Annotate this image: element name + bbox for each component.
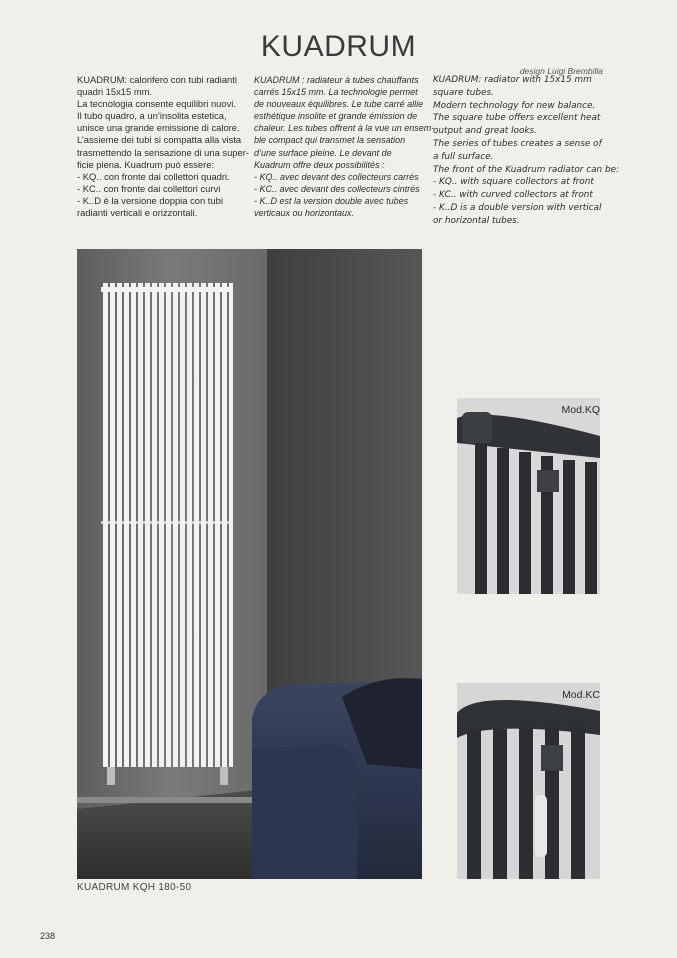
text-fr-line: - KQ.. avec devant des collecteurs carrés — [254, 171, 419, 182]
text-fr-line: - K..D est la version double avec tubes — [254, 195, 409, 206]
french-description — [254, 74, 435, 219]
text-fr-line: ble compact qui transmet la sensation — [254, 135, 406, 146]
text-fr-line: d’une surface pleine. Le devant de — [254, 147, 392, 158]
text-fr-line: Kuadrum offre deux possibilités : — [254, 159, 385, 170]
text-en-line: square tubes. — [433, 87, 494, 98]
detail-kq-label: Mod.KQ — [561, 404, 600, 416]
text-it-line: KUADRUM: calorifero con tubi radianti — [77, 74, 237, 85]
text-it-line: unisce una grande emissione di calore. — [77, 122, 240, 134]
page-number: 238 — [40, 931, 56, 941]
italian-description — [77, 74, 249, 219]
designer-credit: design Luigi Brembilla — [519, 66, 603, 76]
text-fr-line: esthétique insolite et grande émission de — [254, 111, 418, 122]
main-product-photo — [77, 249, 422, 879]
text-en-line: The series of tubes creates a sense of — [433, 138, 602, 149]
text-it-line: trasmettendo la sensazione di una super- — [77, 146, 249, 158]
text-en-line: a full surface. — [433, 151, 494, 162]
main-photo-caption: KUADRUM KQH 180-50 — [77, 882, 192, 893]
text-en-line: - KQ.. with square collectors at front — [433, 177, 594, 188]
text-it-line: radianti verticali e orizzontali. — [77, 207, 198, 219]
text-en-line: The square tube offers excellent heat — [433, 113, 601, 124]
text-fr-line: carrés 15x15 mm. La technologie permet — [254, 87, 418, 98]
text-en-line: - K..D is a double version with vertical — [433, 202, 602, 213]
detail-kc-label: Mod.KC — [562, 689, 600, 701]
text-fr-line: chaleur. Les tubes offrent à la vue un ensem- — [254, 123, 435, 134]
english-description — [433, 74, 620, 228]
text-en-line: output and great looks. — [433, 126, 538, 137]
text-fr-line: - KC.. avec devant des collecteurs cintrés — [254, 183, 420, 194]
text-en-line: The front of the Kuadrum radiator can be: — [433, 164, 620, 175]
sofa-illustration — [252, 678, 422, 879]
text-it-line: - K..D è la versione doppia con tubi — [77, 194, 223, 206]
text-it-line: La tecnologia consente equilibri nuovi. — [77, 98, 236, 110]
text-fr-line: KUADRUM : radiateur à tubes chauffants — [254, 75, 419, 85]
page-title: KUADRUM — [260, 30, 417, 64]
text-en-line: or horizontal tubes. — [433, 215, 520, 226]
text-en-line: KUADRUM: radiator with 15x15 mm — [433, 75, 592, 85]
text-it-line: - KQ.. con fronte dai collettori quadri. — [77, 170, 230, 182]
detail-photo-kq — [457, 398, 600, 594]
text-it-line: ficie piena. Kuadrum può essere: — [77, 158, 215, 170]
text-fr-line: de nouveaux équilibres. Le tube carré allie — [254, 99, 424, 110]
text-it-line: - KC.. con fronte dai collettori curvi — [77, 182, 221, 194]
detail-photo-kc — [457, 683, 600, 879]
text-en-line: - KC.. with curved collectors at front — [433, 190, 593, 201]
text-it-line: quadri 15x15 mm. — [77, 86, 153, 98]
text-en-line: Modern technology for new balance. — [433, 100, 596, 111]
text-it-line: Il tubo quadro, a un’insolita estetica, — [77, 110, 227, 122]
text-fr-line: verticaux ou horizontaux. — [254, 208, 355, 219]
text-it-line: L’assieme dei tubi si compatta alla vista — [77, 134, 242, 146]
